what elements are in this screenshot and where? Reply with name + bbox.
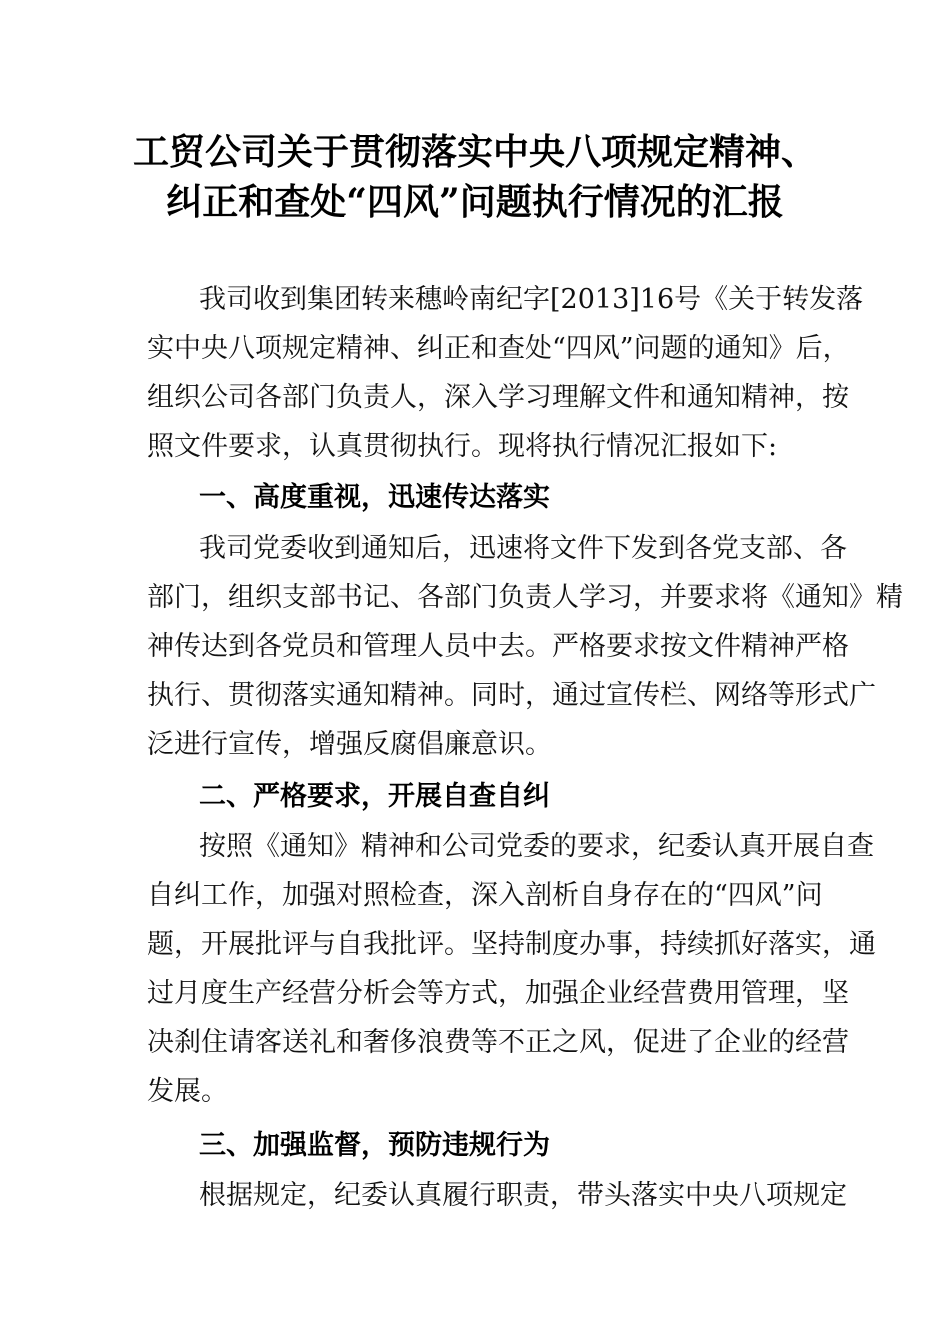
section-1-paragraph-line: 部门，组织支部书记、各部门负责人学习，并要求将《通知》精: [147, 582, 903, 613]
document-title-line-1: 工贸公司关于贯彻落实中央八项规定精神、: [132, 131, 817, 173]
section-2-paragraph-line: 发展。: [147, 1076, 228, 1107]
section-2-paragraph-line: 按照《通知》精神和公司党委的要求，纪委认真开展自查: [199, 831, 874, 862]
section-1-paragraph-line: 泛进行宣传，增强反腐倡廉意识。: [147, 729, 552, 760]
section-3-paragraph-line: 根据规定，纪委认真履行职责，带头落实中央八项规定: [199, 1180, 847, 1211]
section-1-paragraph-line: 神传达到各党员和管理人员中去。严格要求按文件精神严格: [147, 631, 849, 662]
intro-paragraph-line: 实中央八项规定精神、纠正和查处“四风”问题的通知》后，: [147, 333, 850, 364]
section-2-paragraph-line: 过月度生产经营分析会等方式，加强企业经营费用管理，坚: [147, 978, 849, 1009]
section-2-paragraph-line: 题，开展批评与自我批评。坚持制度办事，持续抓好落实，通: [147, 929, 876, 960]
section-2-paragraph-line: 自纠工作，加强对照检查，深入剖析自身存在的“四风”问: [147, 880, 823, 911]
intro-paragraph-line: 组织公司各部门负责人，深入学习理解文件和通知精神，按: [147, 382, 849, 413]
section-heading-3: 三、加强监督，预防违规行为: [199, 1130, 550, 1161]
intro-paragraph-line: 照文件要求，认真贯彻执行。现将执行情况汇报如下:: [147, 431, 778, 462]
document-title-line-2: 纠正和查处“四风”问题执行情况的汇报: [166, 181, 784, 223]
section-heading-2: 二、严格要求，开展自查自纠: [199, 781, 550, 812]
section-1-paragraph-line: 我司党委收到通知后，迅速将文件下发到各党支部、各: [199, 533, 847, 564]
section-2-paragraph-line: 决刹住请客送礼和奢侈浪费等不正之风，促进了企业的经营: [147, 1027, 849, 1058]
section-heading-1: 一、高度重视，迅速传达落实: [199, 482, 550, 513]
intro-paragraph-line: 我司收到集团转来穗岭南纪字[2013]16号《关于转发落: [199, 284, 864, 315]
section-1-paragraph-line: 执行、贯彻落实通知精神。同时，通过宣传栏、网络等形式广: [147, 680, 876, 711]
